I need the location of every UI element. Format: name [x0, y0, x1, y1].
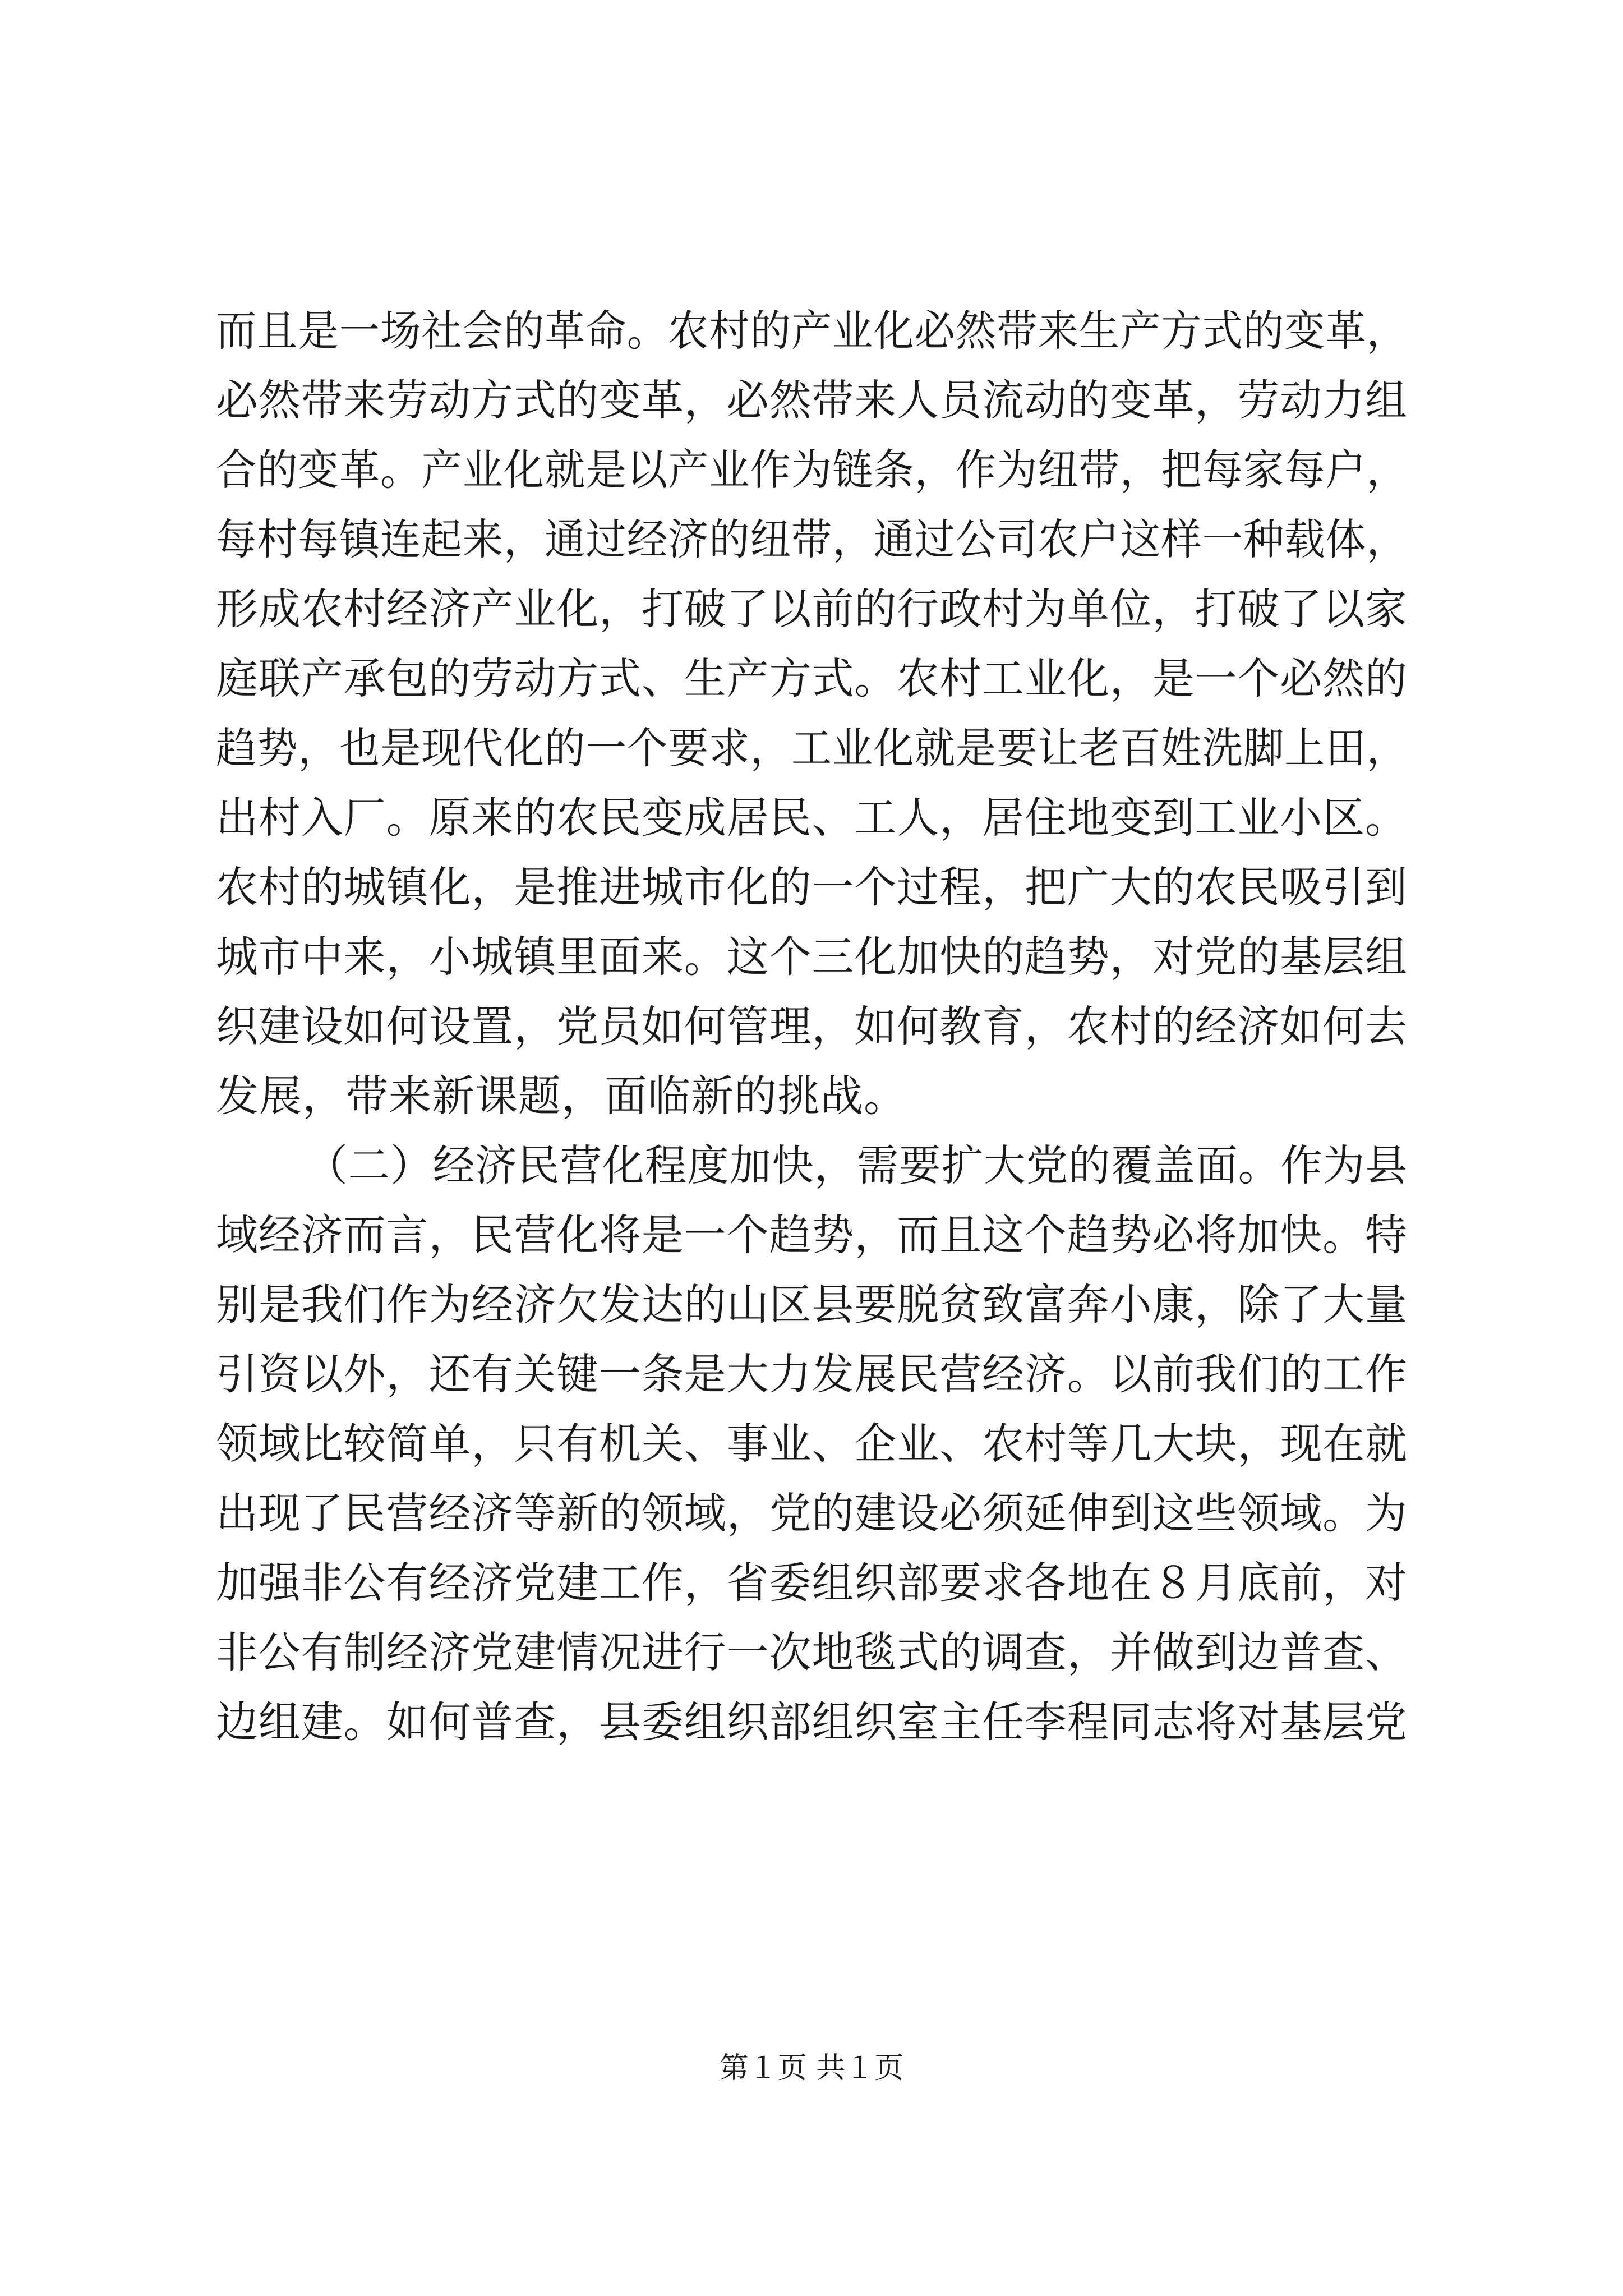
text-line: 必然带来劳动方式的变革，必然带来人员流动的变革，劳动力组: [216, 375, 1408, 425]
text-line: 域经济而言，民营化将是一个趋势，而且这个趋势必将加快。特: [216, 1210, 1408, 1260]
text-line: 而且是一场社会的革命。农村的产业化必然带来生产方式的变革，: [216, 306, 1408, 356]
text-line: 引资以外，还有关键一条是大力发展民营经济。以前我们的工作: [216, 1349, 1408, 1399]
text-line: 出现了民营经济等新的领域，党的建设必须延伸到这些领域。为: [216, 1488, 1408, 1538]
text-line: 庭联产承包的劳动方式、生产方式。农村工业化，是一个必然的: [216, 654, 1408, 703]
text-line: 领域比较简单，只有机关、事业、企业、农村等几大块，现在就: [216, 1419, 1408, 1469]
text-line: 出村入厂。原来的农民变成居民、工人，居住地变到工业小区。: [216, 793, 1408, 843]
text-line: （二）经济民营化程度加快，需要扩大党的覆盖面。作为县: [306, 1140, 1408, 1190]
text-line: 城市中来，小城镇里面来。这个三化加快的趋势，对党的基层组: [216, 932, 1408, 982]
text-line: 趋势，也是现代化的一个要求，工业化就是要让老百姓洗脚上田，: [216, 723, 1408, 773]
text-line: 每村每镇连起来，通过经济的纽带，通过公司农户这样一种载体，: [216, 514, 1408, 564]
text-line: 发展，带来新课题，面临新的挑战。: [216, 1071, 907, 1121]
text-line: 农村的城镇化，是推进城市化的一个过程，把广大的农民吸引到: [216, 862, 1408, 912]
text-line: 合的变革。产业化就是以产业作为链条，作为纽带，把每家每户，: [216, 445, 1408, 495]
text-line: 形成农村经济产业化，打破了以前的行政村为单位，打破了以家: [216, 584, 1408, 634]
text-line: 加强非公有经济党建工作，省委组织部要求各地在８月底前，对: [216, 1558, 1408, 1608]
text-line: 边组建。如何普查，县委组织部组织室主任李程同志将对基层党: [216, 1697, 1408, 1747]
text-line: 织建设如何设置，党员如何管理，如何教育，农村的经济如何去: [216, 1001, 1408, 1051]
text-line: 别是我们作为经济欠发达的山区县要脱贫致富奔小康，除了大量: [216, 1280, 1408, 1329]
text-line: 非公有制经济党建情况进行一次地毯式的调查，并做到边普查、: [216, 1627, 1408, 1677]
page-footer: 第１页 共１页: [719, 2051, 904, 2085]
